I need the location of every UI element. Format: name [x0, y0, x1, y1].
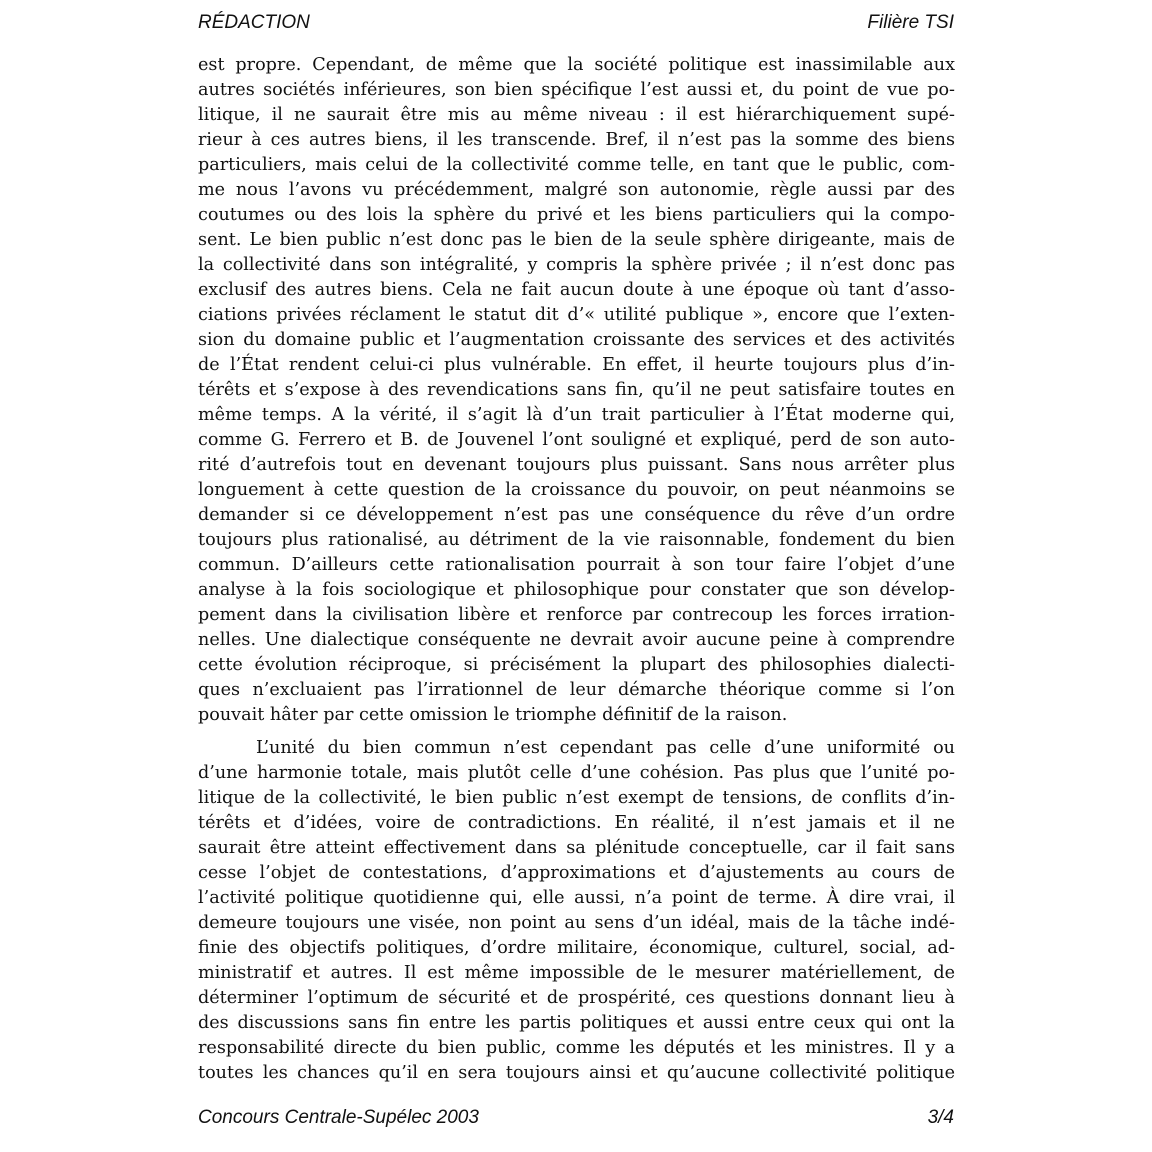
text-line: coutumes ou des lois la sphère du privé et les biens particuliers qui la compo- — [198, 205, 955, 225]
text-line: commun. D’ailleurs cette rationalisation pourrait à son tour faire l’objet d’une — [198, 555, 955, 575]
text-line: des discussions sans fin entre les partis politiques et aussi entre ceux qui ont la — [198, 1013, 955, 1033]
text-line: térêts et s’expose à des revendications sans fin, qu’il ne peut satisfaire toutes en — [198, 380, 955, 400]
text-line: L’unité du bien commun n’est cependant pas celle d’une uniformité ou — [256, 738, 955, 758]
document-body — [198, 53, 955, 1086]
text-line: déterminer l’optimum de sécurité et de prospérité, ces questions donnant lieu à — [198, 988, 955, 1008]
text-line: même temps. A la vérité, il s’agit là d’un trait particulier à l’État moderne qui, — [198, 405, 955, 425]
page-number: 3/4 — [927, 1107, 954, 1128]
text-line: de l’État rendent celui-ci plus vulnérable. En effet, il heurte toujours plus d’in- — [198, 355, 955, 375]
text-line: ciations privées réclament le statut dit d’« utilité publique », encore que l’exten- — [198, 305, 955, 325]
text-line: demeure toujours une visée, non point au sens d’un idéal, mais de la tâche indé- — [198, 913, 955, 933]
text-line: térêts et d’idées, voire de contradictions. En réalité, il n’est jamais et il ne — [198, 813, 955, 833]
text-line: cesse l’objet de contestations, d’approximations et d’ajustements au cours de — [198, 863, 955, 883]
text-line: litique, il ne saurait être mis au même niveau : il est hiérarchiquement supé- — [198, 105, 955, 125]
text-line: ministratif et autres. Il est même impossible de le mesurer matériellement, de — [198, 963, 955, 983]
text-line: exclusif des autres biens. Cela ne fait aucun doute à une époque où tant d’asso- — [198, 280, 955, 300]
text-line: me nous l’avons vu précédemment, malgré son autonomie, règle aussi par des — [198, 180, 955, 200]
text-line: responsabilité directe du bien public, comme les députés et les ministres. Il y a — [198, 1038, 955, 1058]
paragraph — [198, 736, 955, 1086]
text-line: saurait être atteint effectivement dans sa plénitude conceptuelle, car il fait sans — [198, 838, 955, 858]
text-line: autres sociétés inférieures, son bien spécifique l’est aussi et, du point de vue po- — [198, 80, 955, 100]
paragraph — [198, 53, 955, 728]
text-line: finie des objectifs politiques, d’ordre militaire, économique, culturel, social, ad- — [198, 938, 955, 958]
text-line: toutes les chances qu’il en sera toujours ainsi et qu’aucune collectivité politique — [198, 1063, 955, 1083]
text-line: cette évolution réciproque, si précisément la plupart des philosophies dialecti- — [198, 655, 955, 675]
text-line: rité d’autrefois tout en devenant toujours plus puissant. Sans nous arrêter plus — [198, 455, 955, 475]
text-line: litique de la collectivité, le bien public n’est exempt de tensions, de conflits d’in- — [198, 788, 955, 808]
text-line: rieur à ces autres biens, il les transcende. Bref, il n’est pas la somme des biens — [198, 130, 955, 150]
text-line: pement dans la civilisation libère et renforce par contrecoup les forces irration- — [198, 605, 955, 625]
text-line: sion du domaine public et l’augmentation croissante des services et des activités — [198, 330, 955, 350]
text-line: analyse à la fois sociologique et philosophique pour constater que son dévelop- — [198, 580, 955, 600]
text-line: sent. Le bien public n’est donc pas le bien de la seule sphère dirigeante, mais de — [198, 230, 955, 250]
footer-exam-name: Concours Centrale-Supélec 2003 — [198, 1107, 479, 1128]
text-line: comme G. Ferrero et B. de Jouvenel l’ont souligné et expliqué, perd de son auto- — [198, 430, 955, 450]
text-line: pouvait hâter par cette omission le triomphe définitif de la raison. — [198, 705, 788, 725]
text-line: d’une harmonie totale, mais plutôt celle d’une cohésion. Pas plus que l’unité po- — [198, 763, 955, 783]
text-line: la collectivité dans son intégralité, y compris la sphère privée ; il n’est donc pas — [198, 255, 955, 275]
text-line: particuliers, mais celui de la collectivité comme telle, en tant que le public, com- — [198, 155, 955, 175]
header-track-name: Filière TSI — [867, 12, 954, 33]
text-line: demander si ce développement n’est pas une conséquence du rêve d’un ordre — [198, 505, 955, 525]
header-section-title: RÉDACTION — [198, 12, 310, 33]
text-line: est propre. Cependant, de même que la société politique est inassimilable aux — [198, 55, 955, 75]
text-line: longuement à cette question de la croissance du pouvoir, on peut néanmoins se — [198, 480, 955, 500]
text-line: ques n’excluaient pas l’irrationnel de leur démarche théorique comme si l’on — [198, 680, 955, 700]
text-line: toujours plus rationalisé, au détriment de la vie raisonnable, fondement du bien — [198, 530, 955, 550]
text-line: l’activité politique quotidienne qui, elle aussi, n’a point de terme. À dire vrai, il — [198, 888, 955, 908]
text-line: nelles. Une dialectique conséquente ne devrait avoir aucune peine à comprendre — [198, 630, 955, 650]
